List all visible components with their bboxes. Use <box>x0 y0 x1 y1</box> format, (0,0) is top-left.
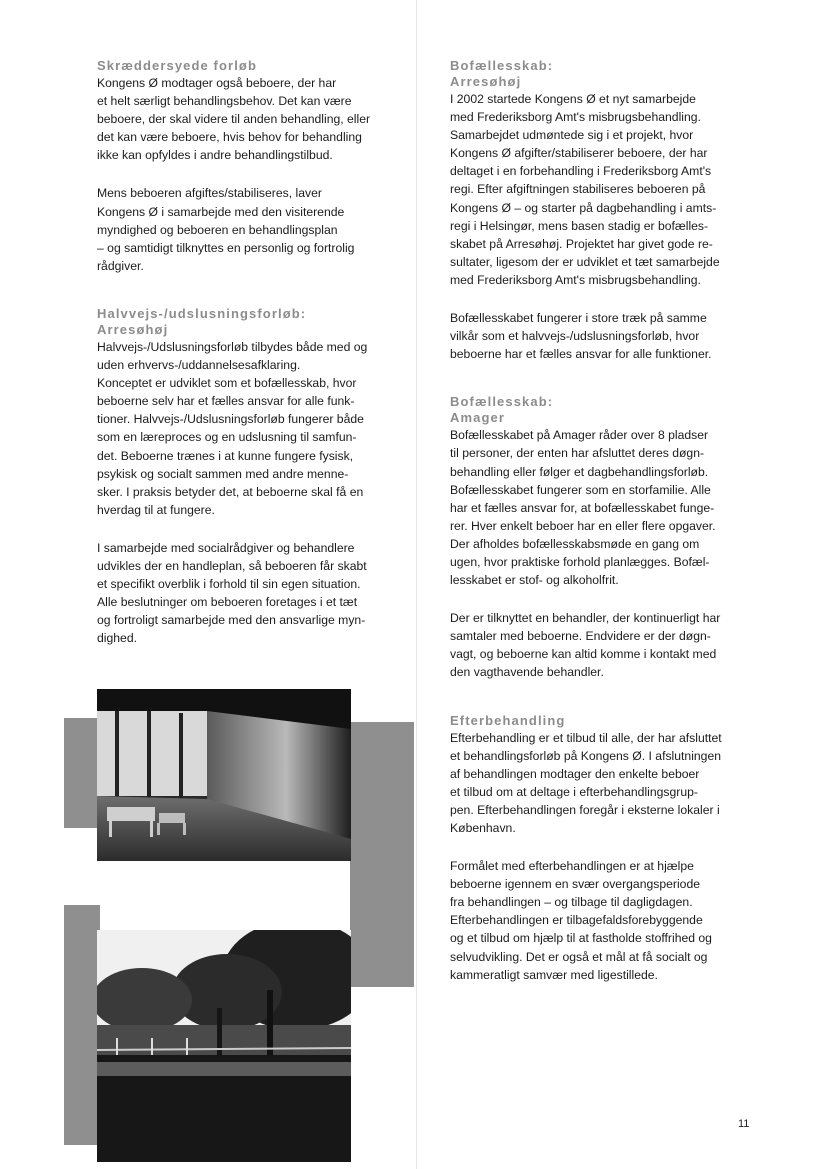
section-heading: Bofællesskab: Arresøhøj <box>450 58 554 89</box>
interior-photo <box>97 689 351 861</box>
exterior-photo <box>97 930 351 1162</box>
section-efterbehandling <box>450 713 750 984</box>
section-halvvejs-arresoehoej <box>97 306 397 648</box>
interior-photo-image <box>97 689 351 861</box>
gray-block-right-upper <box>350 722 414 987</box>
section-skraeddersyede-forloeb <box>97 58 397 275</box>
section-heading: Skræddersyede forløb <box>97 58 257 73</box>
section-bofaellesskab-arresoehoej <box>450 58 750 363</box>
section-heading: Halvvejs-/udslusningsforløb: Arresøhøj <box>97 305 307 337</box>
body-paragraph: I samarbejde med socialrådgiver og behandlere udvikles der en handleplan, så beboeren får skabt et specifikt overblik i forhold til sin egen situation. Alle beslutninger om beboeren foretages i et tæt og fortroligt samarbejde med den ansvarlige myn- dighed. <box>97 540 367 646</box>
section-heading: Bofællesskab: Amager <box>450 394 554 426</box>
gray-block-left-lower <box>64 905 100 1145</box>
body-paragraph: I 2002 startede Kongens Ø et nyt samarbejde med Frederiksborg Amt's misbrugsbehandling. Samarbejdet udmøntede sig i et projekt, hvor Kongens Ø afgifter/stabiliserer beboere, der har deltaget i en forbehandling i Frederiksborg Amt's regi. Efter afgiftningen stabiliseres beboeren på Kongens Ø – og starter på dagbehandling i amts- regi i Helsingør, mens basen stadig er bofælles- skabet på Arresøhøj. Projektet har givet gode re- sultater, ligesom der er udviklet et tæt samarbejde med Frederiksborg Amt's misbrugsbehandling. <box>450 92 720 287</box>
section-bofaellesskab-amager <box>450 394 750 681</box>
section-heading: Efterbehandling <box>450 712 566 728</box>
left-column <box>97 58 397 678</box>
exterior-photo-image <box>97 930 351 1162</box>
right-column <box>450 58 750 1015</box>
body-paragraph: Halvvejs-/Udslusningsforløb tilbydes både med og uden erhvervs-/uddannelsesafklaring. Konceptet er udviklet som et bofællesskab, hvor beboerne selv har et fælles ansvar for alle funk- tioner. Halvvejs-/Udslusningsforløb fungerer både som en læreproces og en udslusning til samfun- det. Beboerne trænes i at kunne fungere fysisk, psykisk og socialt sammen med andre menne- sker. I praksis betyder det, at beboerne skal få en hverdag til at fungere. <box>97 339 368 517</box>
body-paragraph: Mens beboeren afgiftes/stabiliseres, laver Kongens Ø i samarbejde med den visiterende myndighed og beboeren en behandlingsplan – og samtidigt tilknyttes en personlig og fortrolig rådgiver. <box>97 186 355 273</box>
body-paragraph: Formålet med efterbehandlingen er at hjælpe beboerne igennem en svær overgangsperiode fra behandlingen – og tilbage til dagligdagen. Efterbehandlingen er tilbagefaldsforebyggende og et tilbud om hjælp til at fastholde stoffrihed og selvudvikling. Det er også et mål at få socialt og kammeratligt samvær med ligestillede. <box>450 859 712 982</box>
page-number: 11 <box>738 1118 750 1130</box>
body-paragraph: Der er tilknyttet en behandler, der kontinuerligt har samtaler med beboerne. Endvidere er der døgn- vagt, og beboerne kan altid komme i kontakt med den vagthavende behandler. <box>450 611 721 680</box>
page-fold-line <box>416 0 417 1169</box>
gray-block-left-upper <box>64 718 100 828</box>
body-paragraph: Bofællesskabet på Amager råder over 8 pladser til personer, der enten har afsluttet deres døgn- behandling eller følger et dagbehandlingsforløb. Bofællesskabet fungerer som en storfamilie. Alle har et fælles ansvar for, at bofællesskabet funge- rer. Hver enkelt beboer har en eller flere opgaver. Der afholdes bofællesskabsmøde en gang om ugen, hvor praktiske forhold planlægges. Bofæl- lesskabet er stof- og alkoholfrit. <box>450 428 716 588</box>
body-paragraph: Kongens Ø modtager også beboere, der har et helt særligt behandlingsbehov. Det kan være beboere, der skal videre til anden behandling, eller det kan være beboere, hvis behov for behandling ikke kan opfyldes i andre behandlingstilbud. <box>97 76 371 163</box>
body-paragraph: Efterbehandling er et tilbud til alle, der har afsluttet et behandlingsforløb på Kongens Ø. I afslutningen af behandlingen modtager den enkelte beboer et tilbud om at deltage i efterbehandlingsgrup- pen. Efterbehandlingen foregår i eksterne lokaler i København. <box>450 730 722 835</box>
body-paragraph: Bofællesskabet fungerer i store træk på samme vilkår som et halvvejs-/udslusningsforløb, hvor beboerne har et fælles ansvar for alle funktioner. <box>450 311 712 362</box>
